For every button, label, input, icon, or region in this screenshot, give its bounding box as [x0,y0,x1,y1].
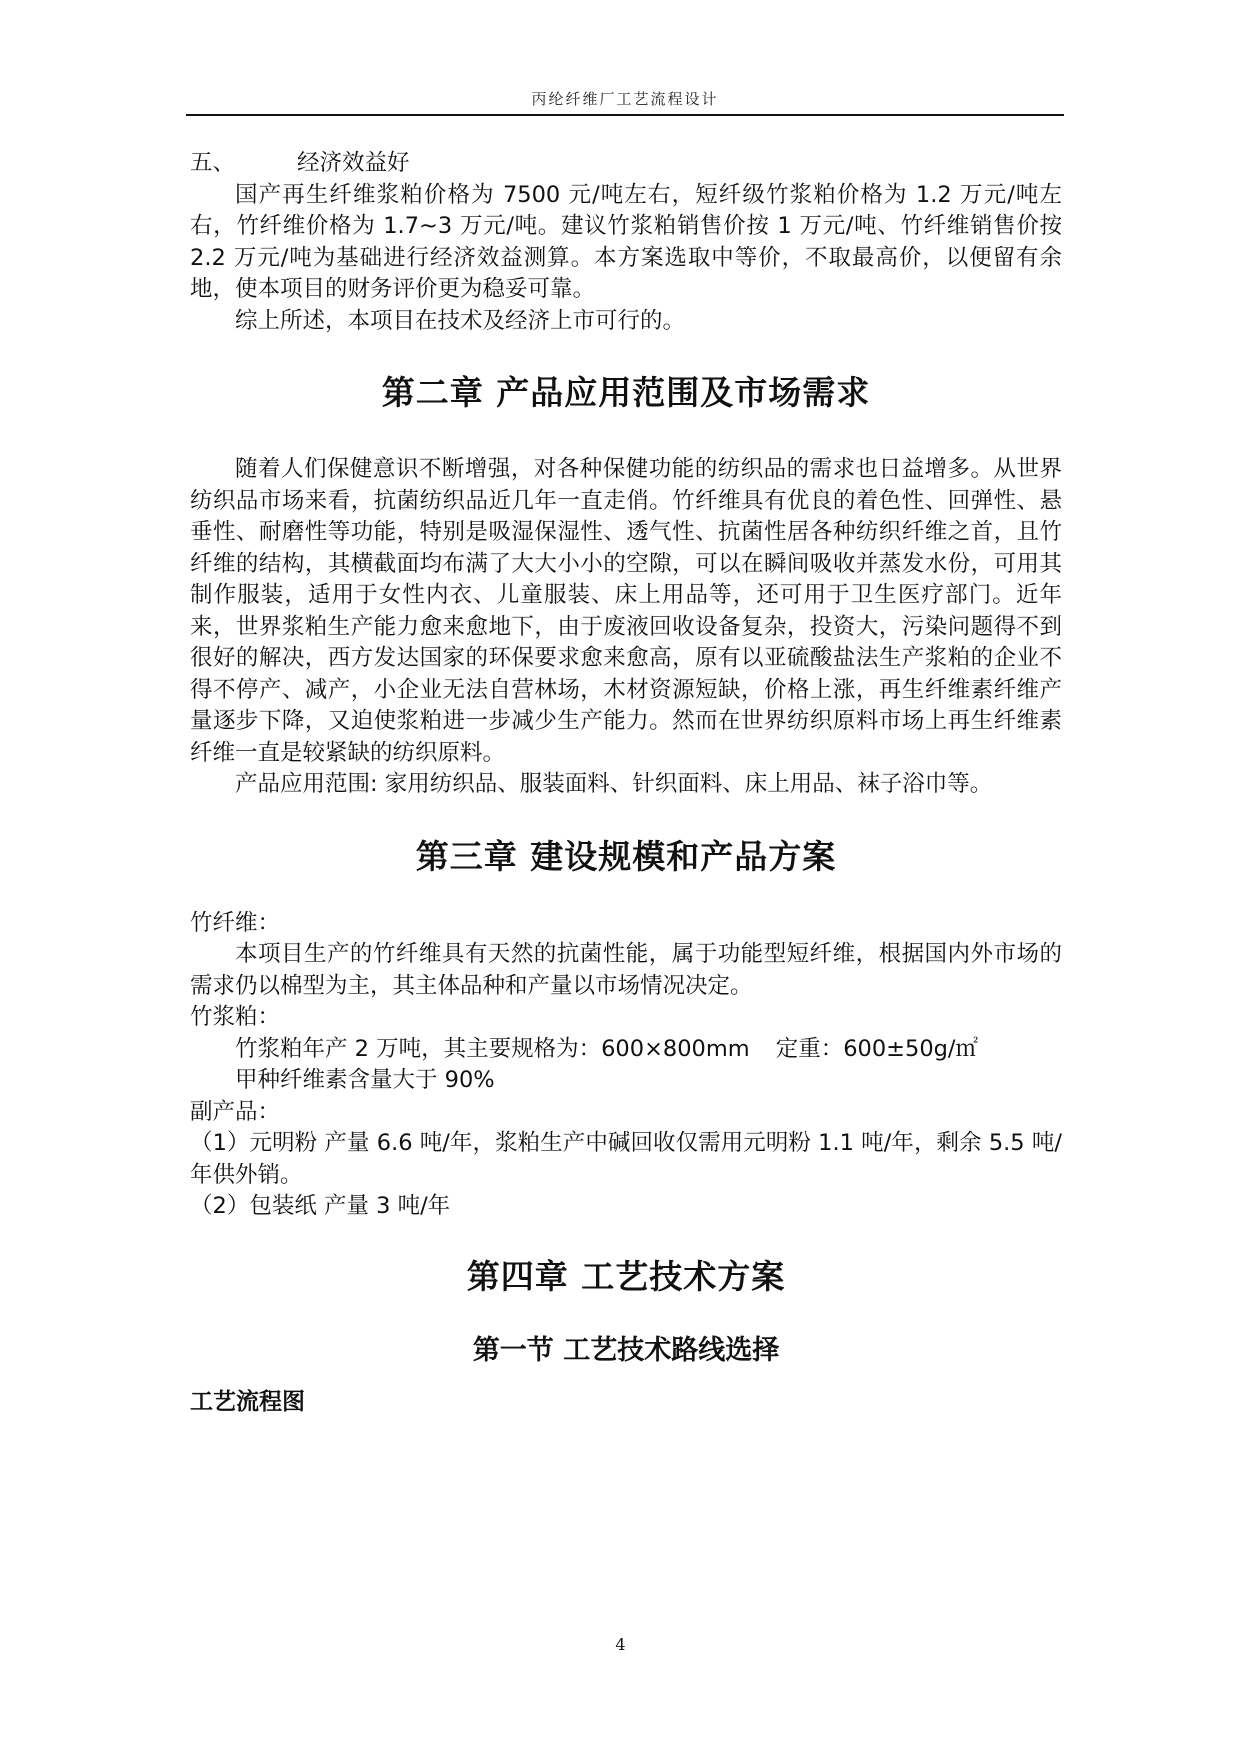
section1-title: 第一节 工艺技术路线选择 [472,1334,780,1366]
flowchart-label: 工艺流程图 [190,1388,305,1415]
section-five-number: 五、 [190,150,236,176]
section-five-heading [190,148,1062,180]
page-number: 4 [615,1635,626,1654]
chapter4-title: 第四章 工艺技术方案 [466,1256,786,1296]
header-rule [186,114,1064,116]
byproduct-label: 副产品： [190,1098,281,1125]
section-five-conclusion: 综上所述，本项目在技术及经济上市可行的。 [235,307,686,334]
section-five-title: 经济效益好 [297,150,410,176]
chapter2-application: 产品应用范围: 家用纺织品、服装面料、针织面料、床上用品、袜子浴巾等。 [235,771,993,797]
chapter2-paragraph: 随着人们保健意识不断增强，对各种保健功能的纺织品的需求也日益增多。从世界纺织品市场来看，抗菌纺织品近几年一直走俏。竹纤维具有优良的着色性、回弹性、悬垂性、耐磨性等功能，特别是吸湿保湿性、透气性、抗菌性居各种纺织纤维之首，且竹纤维的结构，其横截面均布满了大大小小的空隙，可以在瞬间吸收并蒸发水份，可用其制作服装，适用于女性内衣、儿童服装、床上用品等，还可用于卫生医疗部门。近年来，世界浆粕生产能力愈来愈地下，由于废液回收设备复杂，投资大，污染问题得不到很好的解决，西方发达国家的环保要求愈来愈高，原有以亚硫酸盐法生产浆粕的企业不得不停产、减产，小企业无法自营林场，木材资源短缺，价格上涨，再生纤维素纤维产量逐步下降，又迫使浆粕进一步减少生产能力。然而在世界纺织原料市场上再生纤维素纤维一直是较紧缺的纺织原料。 [190,456,1062,766]
pulp-spec: 竹浆粕年产 2 万吨，其主要规格为：600×800mm [235,1035,750,1062]
pulp-label: 竹浆粕： [190,1004,281,1030]
page-content [190,148,1062,1416]
chapter3-title: 第三章 建设规模和产品方案 [415,836,837,876]
pulp-content: 甲种纤维素含量大于 90% [235,1067,495,1093]
chapter2-title: 第二章 产品应用范围及市场需求 [381,373,871,412]
pulp-spec-line [190,1034,1062,1066]
section-five-paragraph: 国产再生纤维浆粕价格为 7500 元/吨左右，短纤级竹浆粕价格为 1.2 万元/吨左右，竹纤维价格为 1.7~3 万元/吨。建议竹浆粕销售价按 1 万元/吨、竹纤维销售价按 2.2 万元/吨为基础进行经济效益测算。本方案选取中等价，不取最高价，以便留有余地，使本项目的财务评价更为稳妥可靠。 [190,181,1062,302]
pulp-weight: 定重：600±50g/㎡ [775,1035,978,1062]
byproduct-2: （2）包装纸 产量 3 吨/年 [190,1193,451,1219]
fiber-text: 本项目生产的竹纤维具有天然的抗菌性能，属于功能型短纤维，根据国内外市场的需求仍以棉型为主，其主体品种和产量以市场情况决定。 [190,941,1062,999]
byproduct-1: （1）元明粉 产量 6.6 吨/年，浆粕生产中碱回收仅需用元明粉 1.1 吨/年，剩余 5.5 吨/年供外销。 [190,1130,1062,1188]
page-header: 丙纶纤维厂工艺流程设计 [531,90,719,108]
fiber-label: 竹纤维： [190,909,281,936]
